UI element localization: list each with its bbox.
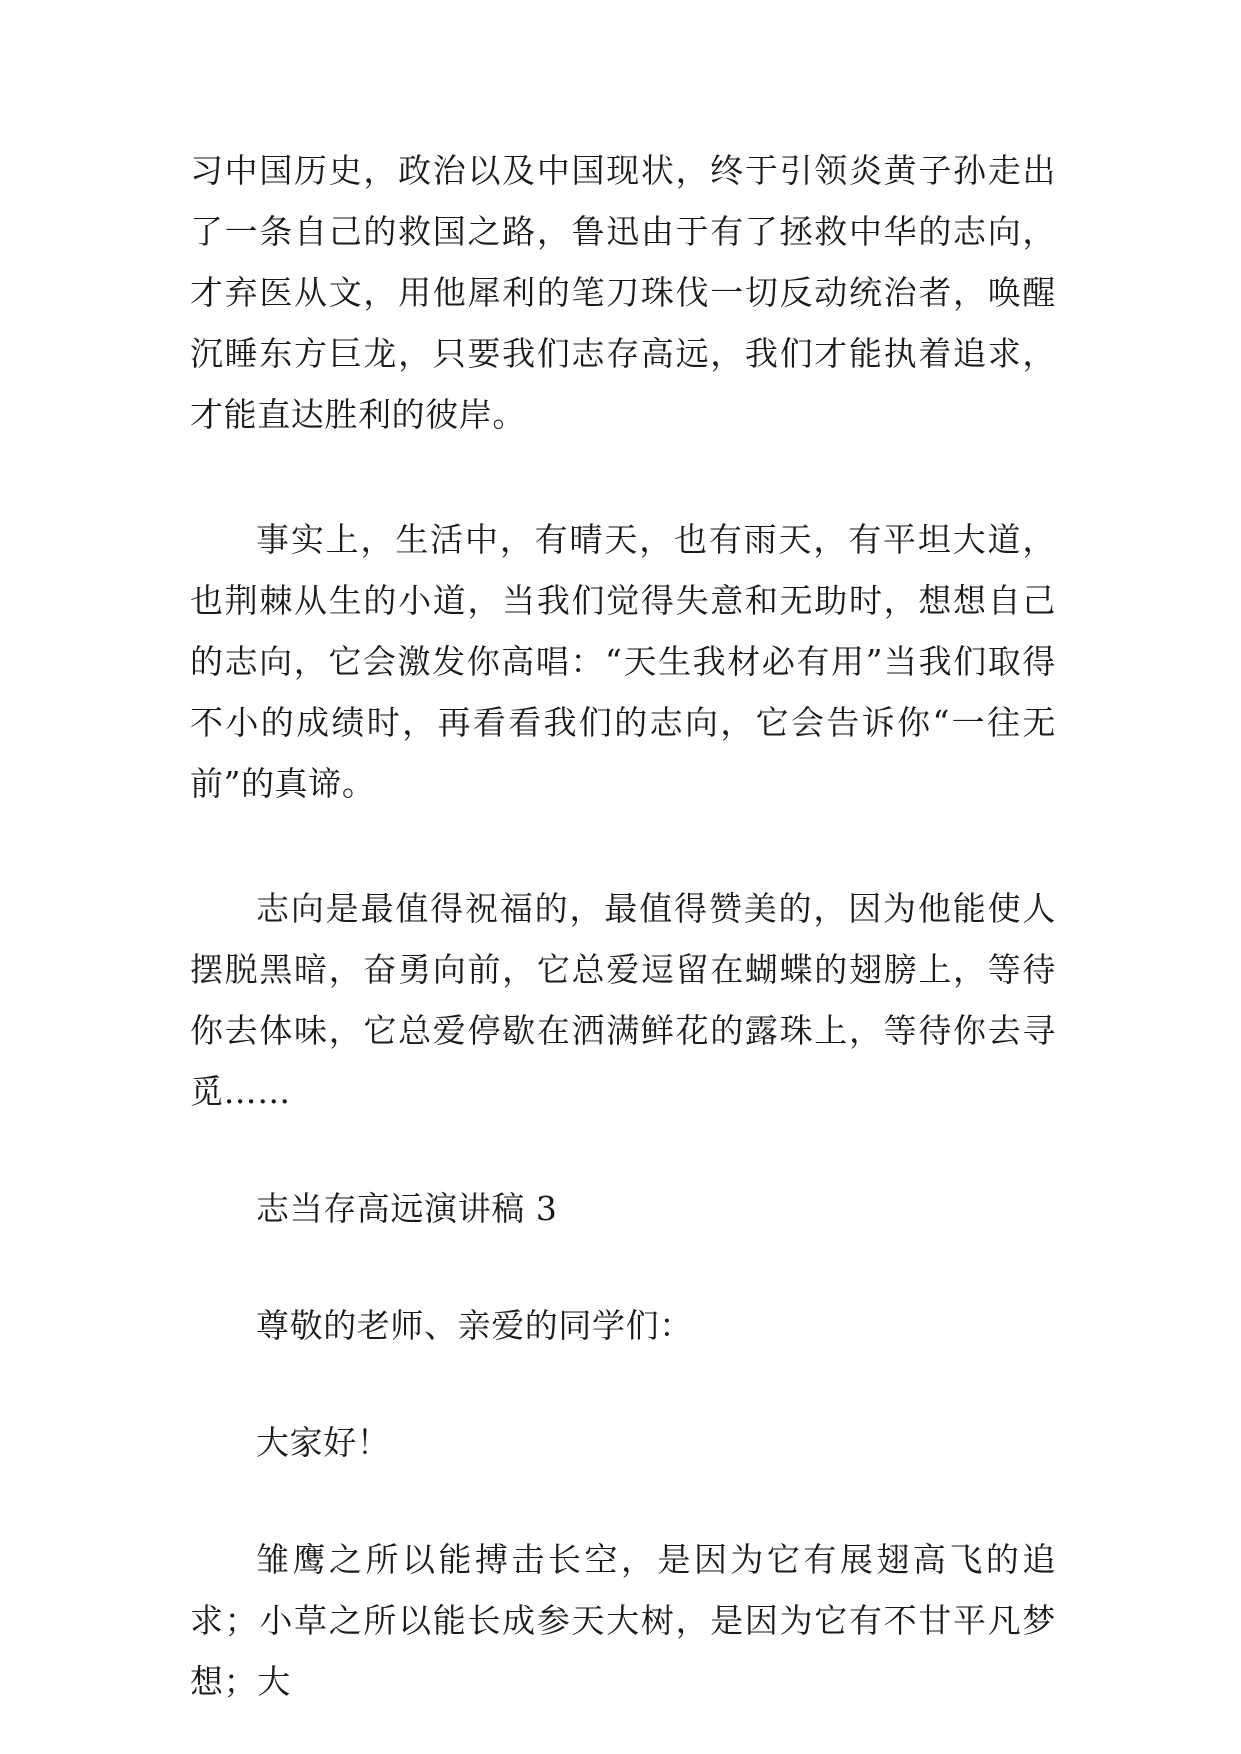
- document-body: [190, 140, 1056, 1712]
- paragraph-life-weather: 事实上，生活中，有晴天，也有雨天，有平坦大道，也荆棘从生的小道，当我们觉得失意和无助时，想想自己的志向，它会激发你高唱：“天生我材必有用”当我们取得不小的成绩时，再看看我们的志向，它会告诉你“一往无前”的真谛。: [190, 520, 1056, 803]
- paragraph-continuation: 习中国历史，政治以及中国现状，终于引领炎黄子孙走出了一条自己的救国之路，鲁迅由于有了拯救中华的志向，才弃医从文，用他犀利的笔刀珠伐一切反动统治者，唤醒沉睡东方巨龙，只要我们志存高远，我们才能执着追求，才能直达胜利的彼岸。: [190, 151, 1056, 434]
- section-heading: 志当存高远演讲稿 3: [256, 1189, 558, 1228]
- paragraph-eagle-grass: 雏鹰之所以能搏击长空，是因为它有展翅高飞的追求；小草之所以能长成参天大树，是因为它有不甘平凡梦想；大: [190, 1540, 1056, 1701]
- salutation: 尊敬的老师、亲爱的同学们：: [256, 1306, 693, 1345]
- paragraph-ambition-praise: 志向是最值得祝福的，最值得赞美的，因为他能使人摆脱黑暗，奋勇向前，它总爱逗留在蝴蝶的翅膀上，等待你去体味，它总爱停歇在洒满鲜花的露珠上，等待你去寻觅……: [190, 889, 1056, 1111]
- greeting: 大家好！: [256, 1423, 391, 1462]
